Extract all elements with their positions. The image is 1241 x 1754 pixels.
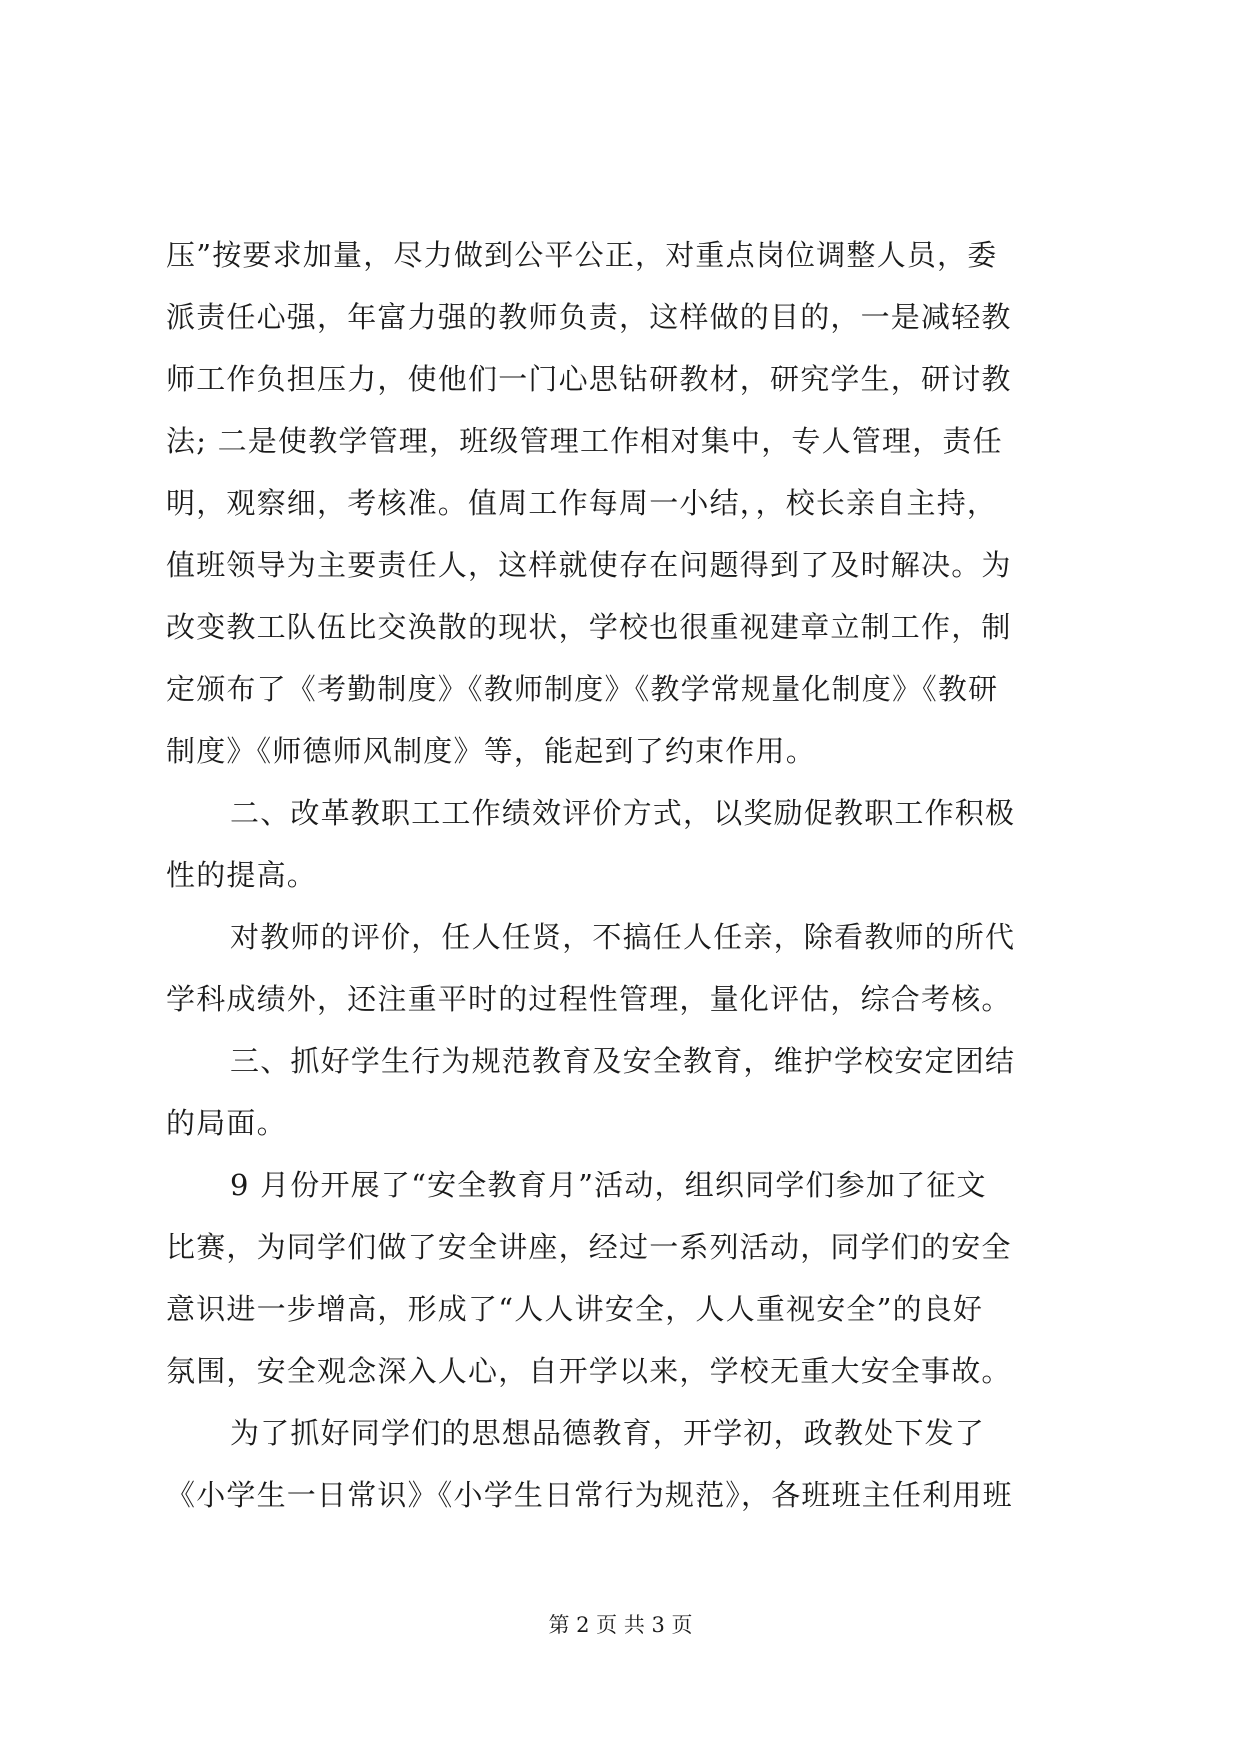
text-line: 的局面。 (166, 1106, 287, 1140)
text-line: 性的提高。 (166, 858, 318, 892)
text-line: 定颁布了《考勤制度》《教师制度》《教学常规量化制度》《教研 (166, 672, 999, 706)
text-line: 值班领导为主要责任人，这样就使存在问题得到了及时解决。为 (166, 548, 1012, 582)
text-line: 压”按要求加量，尽力做到公平公正，对重点岗位调整人员，委 (166, 238, 998, 272)
text-line: 制度》《师德师风制度》等，能起到了约束作用。 (166, 734, 816, 768)
text-line: 改变教工队伍比交涣散的现状，学校也很重视建章立制工作，制 (166, 610, 1012, 644)
text-line: 《小学生一日常识》《小学生日常行为规范》，各班班主任利用班 (166, 1478, 1013, 1512)
text-line: 学科成绩外，还注重平时的过程性管理，量化评估，综合考核。 (166, 982, 1012, 1016)
text-line: 法; 二是使教学管理，班级管理工作相对集中，专人管理，责任 (166, 424, 1003, 458)
paragraph-start: 对教师的评价，任人任贤，不搞任人任亲，除看教师的所代 (230, 920, 1016, 954)
section-heading-3: 三、抓好学生行为规范教育及安全教育，维护学校安定团结 (230, 1044, 1016, 1078)
paragraph-start: 为了抓好同学们的思想品德教育，开学初，政教处下发了 (230, 1416, 986, 1450)
text-line: 意识进一步增高，形成了“人人讲安全，人人重视安全”的良好 (166, 1292, 984, 1326)
text-line: 师工作负担压力，使他们一门心思钻研教材，研究学生，研讨教 (166, 362, 1012, 396)
text-line: 氛围，安全观念深入人心，自开学以来，学校无重大安全事故。 (166, 1354, 1012, 1388)
paragraph-start: 9 月份开展了“安全教育月”活动，组织同学们参加了征文 (230, 1168, 987, 1202)
text-line: 比赛，为同学们做了安全讲座，经过一系列活动，同学们的安全 (166, 1230, 1012, 1264)
document-body (166, 224, 1086, 1526)
text-line: 派责任心强，年富力强的教师负责，这样做的目的，一是减轻教 (166, 300, 1012, 334)
text-line: 明，观察细，考核准。值周工作每周一小结，，校长亲自主持， (166, 486, 998, 520)
section-heading-2: 二、改革教职工工作绩效评价方式，以奖励促教职工作积极 (230, 796, 1016, 830)
page-number-footer: 第 2 页 共 3 页 (548, 1613, 693, 1637)
